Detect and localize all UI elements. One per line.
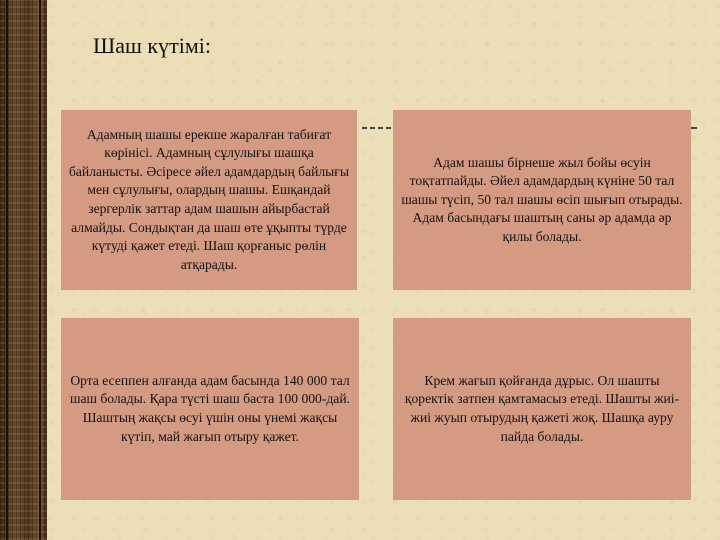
text-panel-bottom-left xyxy=(61,318,359,500)
panel-text: Адамның шашы ерекше жаралған табиғат көрінісі. Адамның сұлулығы шашқа байланысты. Әсіресе әйел адамдардың байлығы мен сұлулығы, олардың шашы. Ешқандай зергерлік заттар адам шашын айырбастай алмайды. Сондықтан да шаш өте ұқыпты түрде күтуді қажет етеді. Шаш қорғаныс рөлін атқарады. xyxy=(68,126,350,272)
sidebar-rail-right xyxy=(39,0,41,540)
panel-text: Крем жағып қойғанда дұрыс. Ол шашты қоректік затпен қамтамасыз етеді. Шашты жиі-жиі жуып отырудың қажеті жоқ. Шашқа ауру пайда болады. xyxy=(404,372,680,444)
sidebar-rail-left xyxy=(6,0,8,540)
panel-text: Адам шашы бірнеше жыл бойы өсуін тоқтатпайды. Әйел адамдардың күніне 50 тал шашы түсіп, 50 тал шашы өсіп шығып отырады. Адам басындағы шаштың саны әр адамда әр қилы болады. xyxy=(401,154,683,244)
decorative-sidebar xyxy=(0,0,47,540)
connector-end xyxy=(691,127,697,129)
dashed-connector xyxy=(362,127,392,129)
panel-text: Орта есеппен алғанда адам басында 140 000 тал шаш болады. Қара түсті шаш баста 100 000-дай. Шаштың жақсы өсуі үшін оны үнемі жақсы күтіп, май жағып отыру қажет. xyxy=(70,372,350,444)
text-panel-bottom-right xyxy=(393,318,691,500)
slide-title: Шаш күтімі: xyxy=(93,33,211,58)
text-panel-top-left xyxy=(61,110,357,290)
text-panel-top-right xyxy=(393,110,691,290)
